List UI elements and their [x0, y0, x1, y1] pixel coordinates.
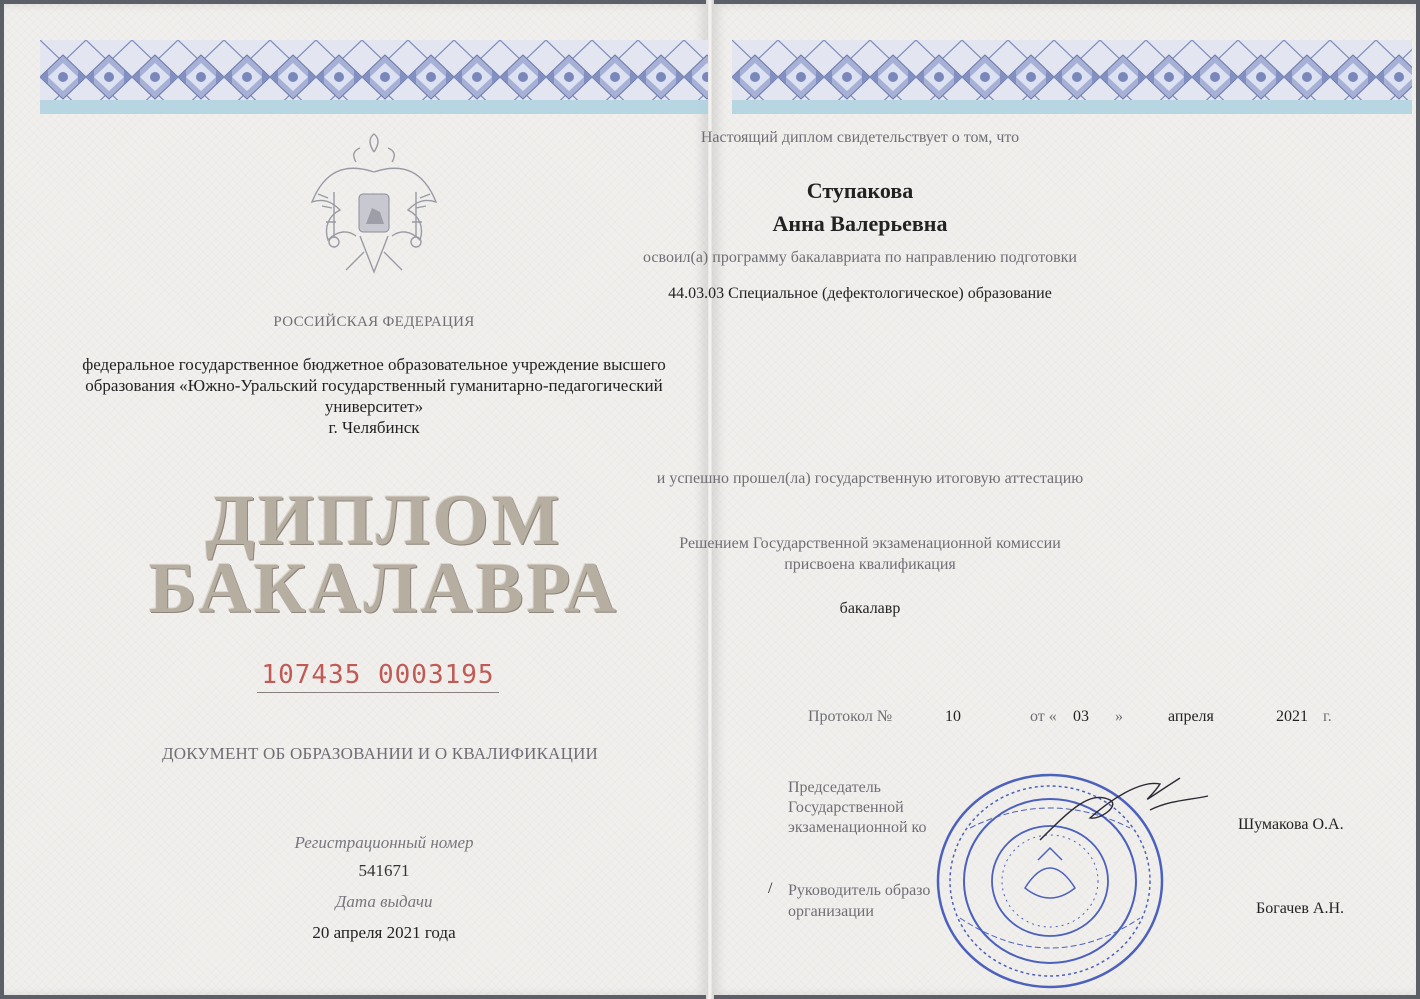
chair-signature [1030, 770, 1210, 850]
registration-label: Регистрационный номер [294, 833, 474, 852]
graduate-given-names: Анна Валерьевна [772, 211, 948, 236]
head-label: Руководитель образо организации [788, 882, 931, 920]
registration-number: 541671 [358, 861, 410, 880]
institution-city: г. Челябинск [328, 418, 420, 437]
diploma-left-page [4, 4, 708, 995]
issue-date-label: Дата выдачи [335, 892, 433, 911]
ornament-band [40, 40, 708, 114]
chair-label: Председатель Государственной экзаменационной ко [788, 779, 927, 836]
slash-mark: / [768, 880, 773, 897]
country-name: РОССИЙСКАЯ ФЕДЕРАЦИЯ [273, 314, 475, 330]
document-type: ДОКУМЕНТ ОБ ОБРАЗОВАНИИ И О КВАЛИФИКАЦИИ [161, 744, 599, 763]
certificate-intro: Настоящий диплом свидетельствует о том, что [700, 129, 1020, 146]
protocol-label: Протокол № [808, 708, 893, 725]
protocol-from-label: от « [1030, 708, 1057, 725]
program-text: освоил(а) программу бакалавриата по направлению подготовки [643, 249, 1077, 266]
head-name: Богачев А.Н. [1256, 900, 1345, 917]
chair-name: Шумакова О.А. [1238, 816, 1344, 833]
diploma-title-line1: ДИПЛОМ [205, 480, 563, 560]
protocol-number: 10 [945, 708, 961, 725]
specialty: 44.03.03 Специальное (дефектологическое) образование [668, 285, 1052, 302]
attestation-text: и успешно прошел(ла) государственную итоговую аттестацию [656, 470, 1084, 487]
graduate-name [300, 174, 1420, 240]
commission-decision: Решением Государственной экзаменационной комиссии присвоена квалификация [679, 535, 1061, 573]
protocol-year: 2021 [1276, 708, 1308, 725]
protocol-day: 03 [1073, 708, 1089, 725]
protocol-quote-close: » [1115, 708, 1123, 725]
institution-name: федеральное государственное бюджетное образовательное учреждение высшего образования «Южно-Уральский государственный гуманитарно-педагогический университет» г. Челябинск [44, 354, 704, 438]
protocol-month: апреля [1168, 708, 1214, 725]
serial-number: 107435 0003195 [4, 660, 708, 690]
issue-date: 20 апреля 2021 года [312, 923, 456, 942]
graduate-surname: Ступакова [806, 178, 914, 203]
qualification: бакалавр [839, 600, 901, 617]
diploma-title-line2: БАКАЛАВРА [148, 548, 620, 628]
protocol-year-suffix: г. [1323, 708, 1332, 725]
ornament-band [732, 40, 1412, 114]
